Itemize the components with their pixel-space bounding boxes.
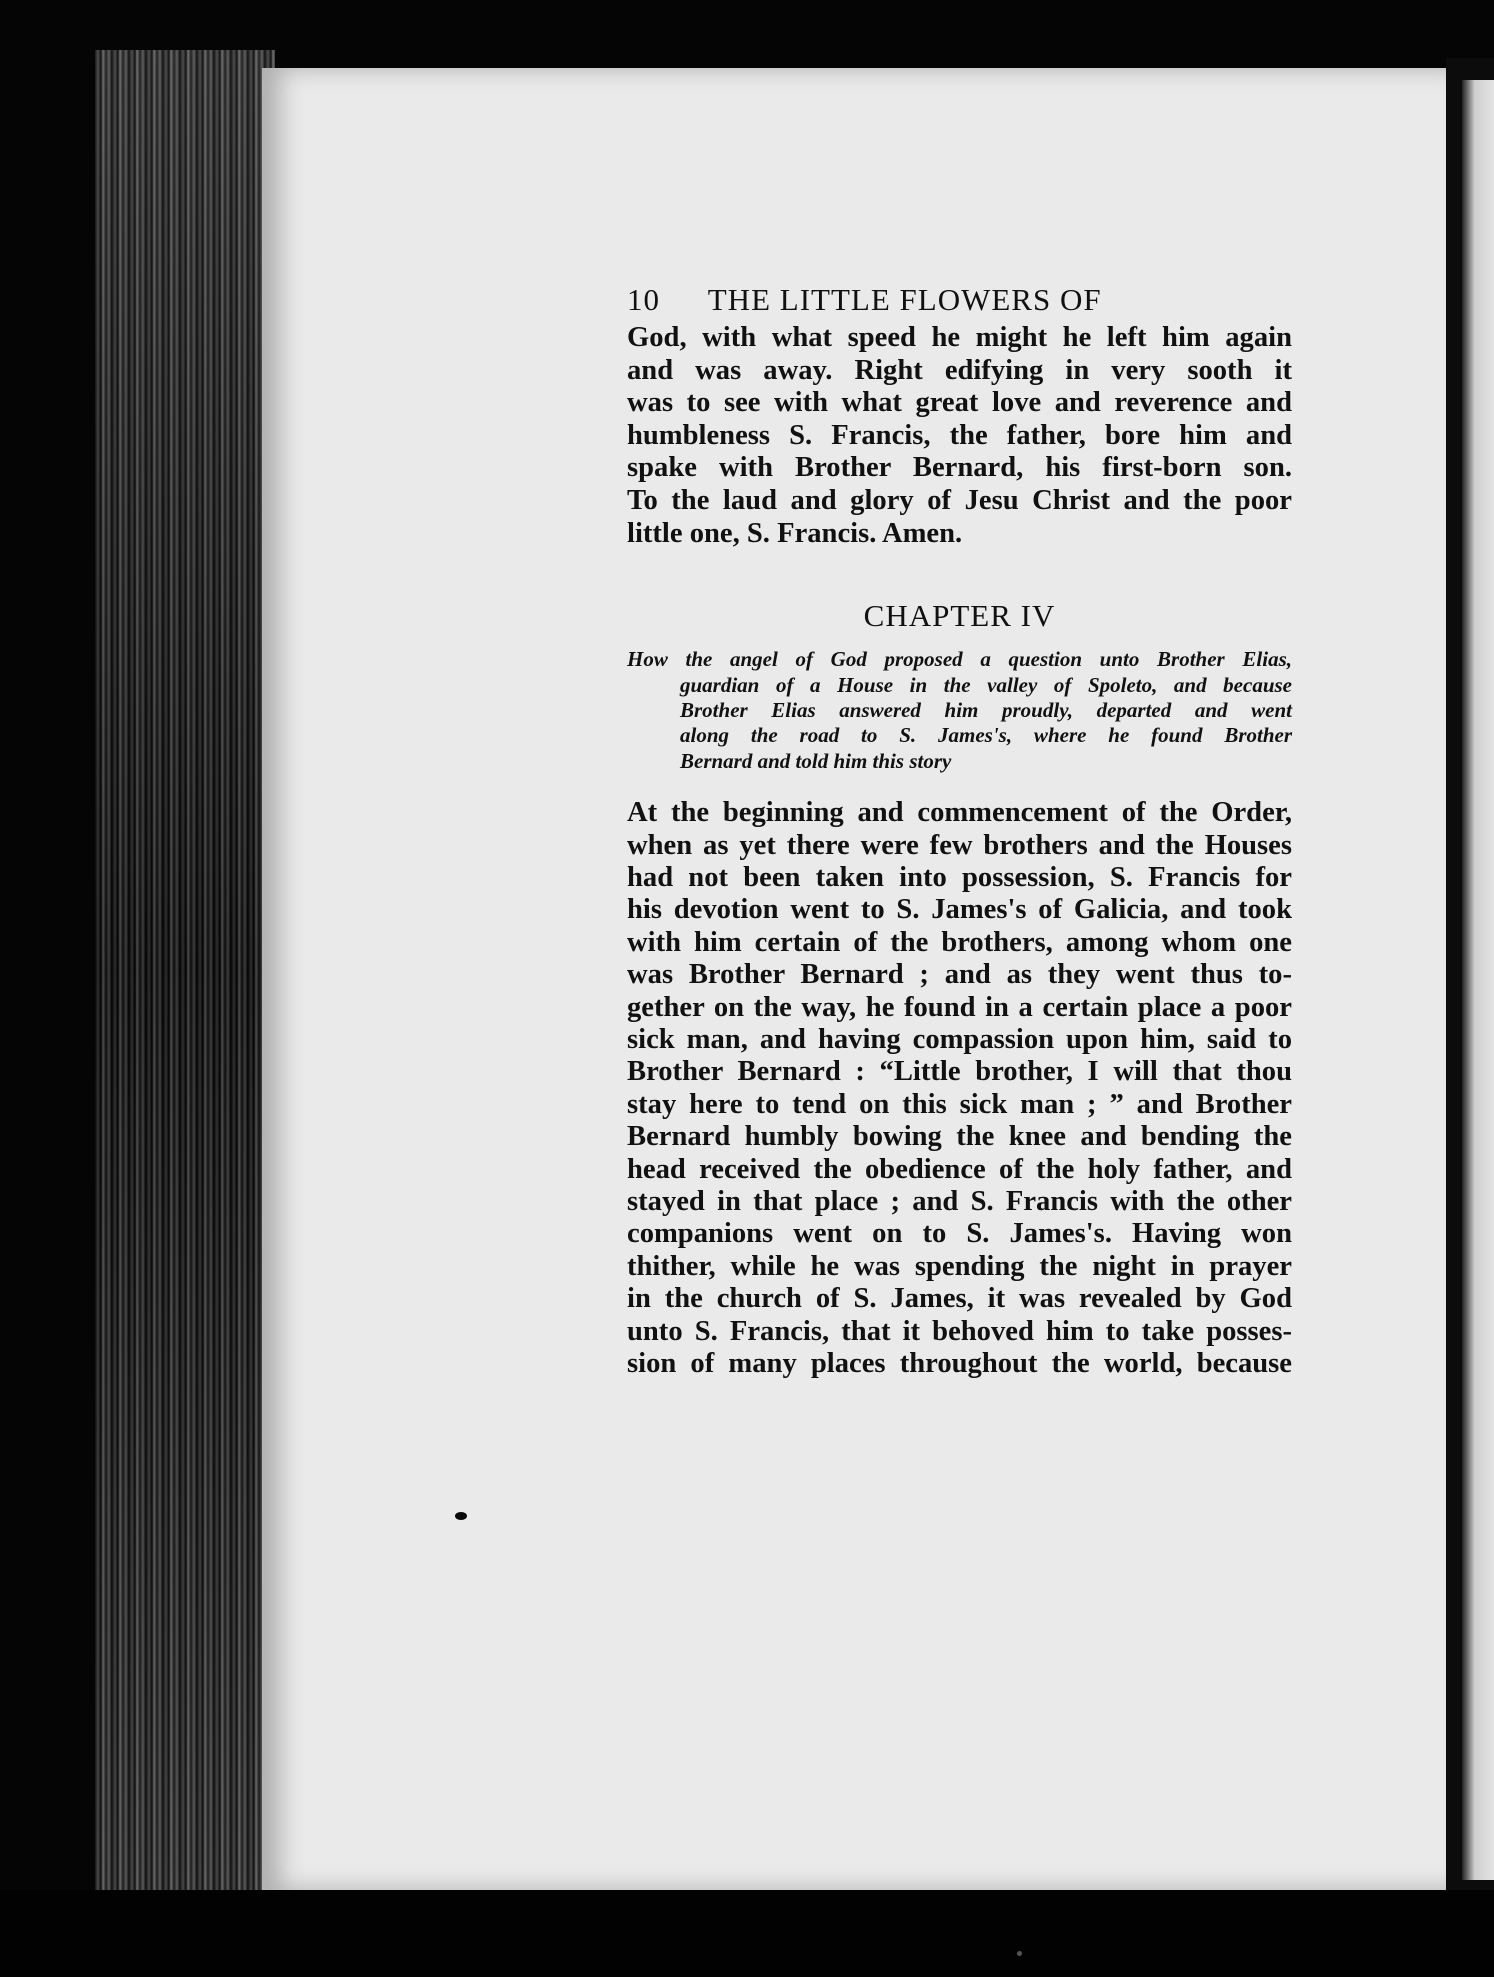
facing-page-edge — [1462, 80, 1494, 1880]
summary-line: along the road to S. James's, where he found Brother — [680, 723, 1292, 748]
summary-line: Bernard and told him this story — [680, 748, 952, 773]
summary-line: Brother Elias answered him proudly, departed and went — [680, 697, 1292, 722]
running-title: THE LITTLE FLOWERS OF — [707, 282, 1102, 317]
text-line: spake with Brother Bernard, his first-born son. — [627, 452, 1292, 484]
text-line: head received the obedience of the holy father, and — [627, 1153, 1292, 1185]
text-line: God, with what speed he might he left him again — [627, 322, 1292, 353]
text-line: Bernard humbly bowing the knee and bending the — [627, 1121, 1292, 1153]
running-head — [627, 280, 1292, 320]
scan-bottom-border — [0, 1890, 1494, 1977]
text-line: sick man, and having compassion upon him, said to — [627, 1024, 1292, 1056]
text-line: was Brother Bernard ; and as they went thus to- — [627, 959, 1292, 991]
text-line: sion of many places throughout the world, because — [627, 1348, 1292, 1380]
dust-speck — [1017, 1951, 1022, 1956]
summary-line: guardian of a House in the valley of Spoleto, and because — [680, 672, 1292, 697]
page-text — [627, 280, 1292, 1381]
dust-speck — [455, 1512, 467, 1520]
chapter-body — [627, 797, 1292, 1380]
text-line: had not been taken into possession, S. Francis for — [627, 862, 1292, 893]
spine-shading — [95, 50, 275, 1890]
chapter-summary — [627, 647, 1292, 774]
chapter-heading: CHAPTER IV — [863, 598, 1056, 634]
opening-paragraph — [627, 322, 1292, 550]
page-number: 10 — [627, 282, 660, 317]
text-line: stay here to tend on this sick man ; ” and Brother — [627, 1088, 1292, 1120]
text-line: At the beginning and commencement of the Order, — [627, 797, 1292, 829]
text-line: To the laud and glory of Jesu Christ and the poor — [627, 484, 1292, 516]
text-line: gether on the way, he found in a certain place a poor — [627, 991, 1292, 1023]
text-line: unto S. Francis, that it behoved him to take posses- — [627, 1315, 1292, 1347]
text-line: in the church of S. James, it was revealed by God — [627, 1283, 1292, 1315]
text-line: Brother Bernard : “Little brother, I will that thou — [627, 1056, 1292, 1088]
text-line: his devotion went to S. James's of Galicia, and took — [627, 894, 1292, 926]
summary-line: How the angel of God proposed a question unto Brother Elias, — [627, 647, 1292, 672]
text-line: humbleness S. Francis, the father, bore him and — [627, 419, 1292, 451]
text-line: was to see with what great love and reverence and — [627, 387, 1292, 419]
text-line: when as yet there were few brothers and the Houses — [627, 829, 1292, 861]
text-line: with him certain of the brothers, among whom one — [627, 926, 1292, 958]
text-line: little one, S. Francis. Amen. — [627, 517, 963, 549]
text-line: and was away. Right edifying in very sooth it — [627, 354, 1292, 386]
text-line: stayed in that place ; and S. Francis with the other — [627, 1186, 1292, 1218]
text-line: companions went on to S. James's. Having won — [627, 1218, 1292, 1250]
text-line: thither, while he was spending the night in prayer — [627, 1250, 1292, 1282]
